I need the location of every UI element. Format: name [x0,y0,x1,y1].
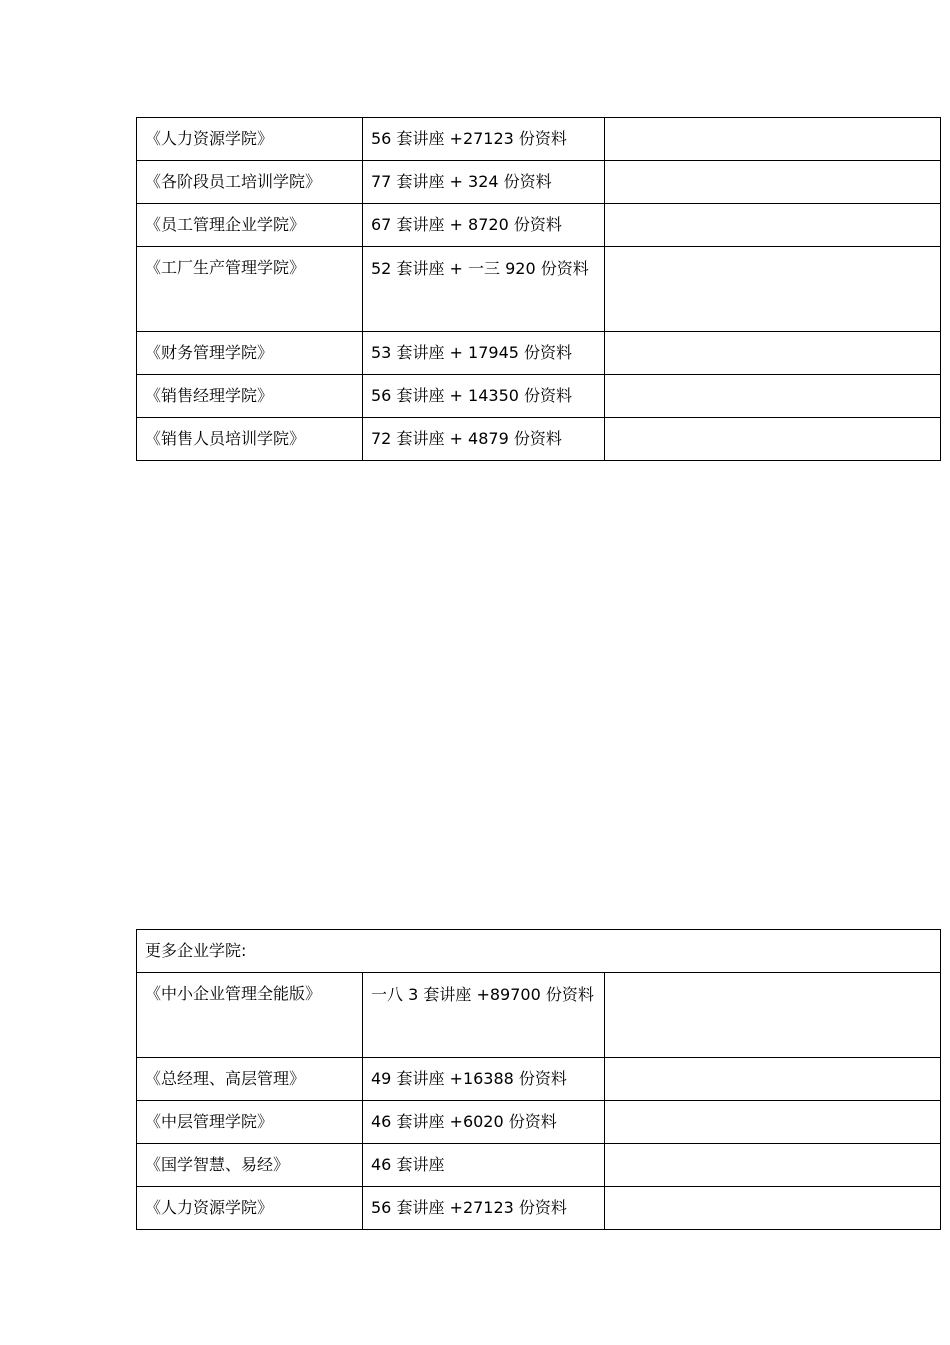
academy-name: 《员工管理企业学院》 [137,204,363,247]
table-row [137,418,941,461]
academy-content: 56 套讲座 +27123 份资料 [363,1187,605,1230]
academy-note [605,418,941,461]
academy-name: 《销售经理学院》 [137,375,363,418]
table-row [137,204,941,247]
academy-name: 《总经理、高层管理》 [137,1058,363,1101]
academy-content: 49 套讲座 +16388 份资料 [363,1058,605,1101]
academy-content: 56 套讲座 + 14350 份资料 [363,375,605,418]
academy-table-2 [136,929,941,1230]
table-row [137,161,941,204]
academy-note [605,247,941,332]
academy-content: 56 套讲座 +27123 份资料 [363,118,605,161]
academy-name: 《中层管理学院》 [137,1101,363,1144]
academy-content: 67 套讲座 + 8720 份资料 [363,204,605,247]
table-row [137,1101,941,1144]
academy-content: 46 套讲座 [363,1144,605,1187]
table-row [137,247,941,332]
academy-name: 《各阶段员工培训学院》 [137,161,363,204]
table-header-row [137,930,941,973]
table-row [137,973,941,1058]
table-row [137,1144,941,1187]
academy-content: 46 套讲座 +6020 份资料 [363,1101,605,1144]
academy-name: 《国学智慧、易经》 [137,1144,363,1187]
academy-name: 《工厂生产管理学院》 [137,247,363,332]
academy-table-1 [136,117,941,461]
academy-content: 77 套讲座 + 324 份资料 [363,161,605,204]
academy-note [605,204,941,247]
academy-content: 一八 3 套讲座 +89700 份资料 [363,973,605,1058]
academy-note [605,118,941,161]
academy-note [605,1058,941,1101]
academy-content: 53 套讲座 + 17945 份资料 [363,332,605,375]
academy-note [605,1187,941,1230]
table-row [137,375,941,418]
academy-note [605,161,941,204]
academy-name: 《销售人员培训学院》 [137,418,363,461]
academy-content: 72 套讲座 + 4879 份资料 [363,418,605,461]
academy-note [605,1144,941,1187]
academy-name: 《中小企业管理全能版》 [137,973,363,1058]
more-academies-header: 更多企业学院: [137,930,941,973]
academy-name: 《人力资源学院》 [137,118,363,161]
table-row [137,118,941,161]
academy-note [605,332,941,375]
academy-content: 52 套讲座 + 一三 920 份资料 [363,247,605,332]
academy-note [605,973,941,1058]
table-row [137,1187,941,1230]
academy-note [605,1101,941,1144]
academy-name: 《人力资源学院》 [137,1187,363,1230]
academy-note [605,375,941,418]
table-row [137,1058,941,1101]
academy-name: 《财务管理学院》 [137,332,363,375]
table-row [137,332,941,375]
